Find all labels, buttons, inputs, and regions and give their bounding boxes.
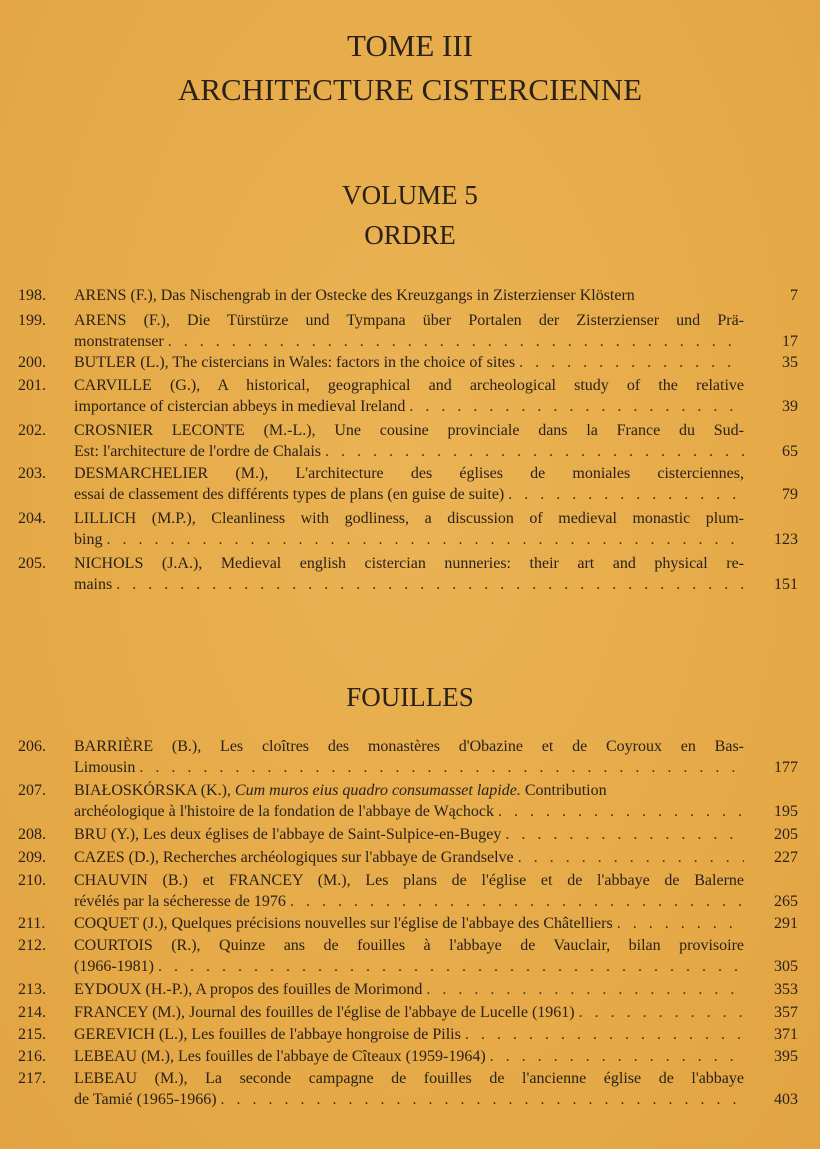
tome-heading: TOME III [347, 28, 473, 63]
entry-number: 207. [18, 782, 46, 799]
entry-title-line: LEBEAU (M.), Les fouilles de l'abbaye de Cîteaux (1959-1964) [74, 1048, 486, 1065]
entry-number: 211. [18, 915, 46, 932]
entry-italic-title: Cum muros eius quadro consumasset lapide. [234, 782, 521, 799]
entry-title-line: FRANCEY (M.), Journal des fouilles de l'église de l'abbaye de Lucelle (1961) [74, 1004, 575, 1021]
dot-leader [135, 759, 744, 776]
entry-title [74, 780, 744, 822]
entry-page-number: 205 [774, 826, 798, 843]
dot-leader [515, 354, 744, 371]
entry-number: 216. [18, 1048, 46, 1065]
entry-title [74, 870, 744, 912]
dot-leader [102, 531, 744, 548]
entry-page-number: 357 [774, 1004, 798, 1021]
entry-number: 214. [18, 1004, 46, 1021]
entry-title [74, 375, 744, 417]
entry-title-line: essai de classement des différents types de plans (en guise de suite) [74, 486, 505, 503]
entry-title [74, 847, 744, 868]
entry-page-number: 227 [774, 849, 798, 866]
entry-title-line: CAZES (D.), Recherches archéologiques sur l'abbaye de Grandselve [74, 849, 514, 866]
entry-title [74, 1002, 744, 1023]
entry-number: 203. [18, 465, 46, 482]
entry-page-number: 395 [774, 1048, 798, 1065]
entry-page-number: 177 [774, 759, 798, 776]
entry-page-number: 151 [774, 576, 798, 593]
entry-title-line: EYDOUX (H.-P.), A propos des fouilles de Morimond [74, 981, 423, 998]
dot-leader [613, 915, 744, 932]
entry-title-line: monstratenser [74, 333, 164, 350]
entry-title [74, 1046, 744, 1067]
entry-title-line: Limousin [74, 759, 136, 776]
entry-title-line: (1966-1981) [74, 958, 154, 975]
entry-title-line: BRU (Y.), Les deux églises de l'abbaye de Saint-Sulpice-en-Bugey [74, 826, 502, 843]
dot-leader [164, 333, 744, 350]
entry-title-line: révélés par la sécheresse de 1976 [74, 893, 286, 910]
entry-title-line: ARENS (F.), Das Nischengrab in der Ostecke des Kreuzgangs in Zisterzienser Klöstern [74, 287, 635, 304]
section-heading-fouilles: FOUILLES [346, 682, 474, 712]
entry-title [74, 508, 744, 550]
dot-leader [154, 958, 744, 975]
entry-title-line: Est: l'architecture de l'ordre de Chalais [74, 443, 321, 460]
entry-title-line: LEBEAU (M.), La seconde campagne de fouilles de l'ancienne église de l'abbaye [74, 1070, 744, 1087]
entry-page-number: 65 [782, 443, 798, 460]
entry-number: 199. [18, 312, 46, 329]
entry-number: 212. [18, 937, 46, 954]
entry-title [74, 463, 744, 505]
entry-title-line: COQUET (J.), Quelques précisions nouvelles sur l'église de l'abbaye des Châtelliers [74, 915, 613, 932]
entry-title-line: COURTOIS (R.), Quinze ans de fouilles à l'abbaye de Vauclair, bilan provisoire [74, 937, 744, 954]
entry-title-line: NICHOLS (J.A.), Medieval english cistercian nunneries: their art and physical re- [74, 555, 744, 572]
entry-title-line: BIAŁOSKÓRSKA (K.), [74, 782, 235, 799]
entry-page-number: 35 [782, 354, 798, 371]
entry-page-number: 195 [774, 803, 798, 820]
entry-title-line: CHAUVIN (B.) et FRANCEY (M.), Les plans de l'église et de l'abbaye de Balerne [74, 872, 744, 889]
entry-title-line: importance of cistercian abbeys in medieval Ireland [74, 398, 406, 415]
entry-title-line: LILLICH (M.P.), Cleanliness with godliness, a discussion of medieval monastic plum- [74, 510, 744, 527]
entry-title [74, 420, 744, 462]
entry-number: 213. [18, 981, 46, 998]
volume-heading: VOLUME 5 [342, 180, 478, 210]
entry-number: 204. [18, 510, 46, 527]
entry-page-number: 79 [782, 486, 798, 503]
entry-title [74, 736, 744, 778]
entry-title-line: bing [74, 531, 103, 548]
entry-title-line: CROSNIER LECONTE (M.-L.), Une cousine provinciale dans la France du Sud- [74, 422, 744, 439]
entry-title [74, 935, 744, 977]
entry-title [74, 1024, 744, 1045]
entry-page-number: 17 [782, 333, 798, 350]
entry-page-number: 403 [774, 1091, 798, 1108]
entry-number: 217. [18, 1070, 46, 1087]
tome-subtitle: ARCHITECTURE CISTERCIENNE [177, 72, 643, 107]
dot-leader [575, 1004, 744, 1021]
dot-leader [486, 1048, 744, 1065]
entry-title-line: Contribution [520, 782, 607, 799]
dot-leader [501, 826, 744, 843]
entry-title-line: mains [74, 576, 113, 593]
dot-leader [514, 849, 744, 866]
entry-page-number: 265 [774, 893, 798, 910]
entry-title [74, 824, 744, 845]
entry-page-number: 123 [774, 531, 798, 548]
entry-title-line: DESMARCHELIER (M.), L'architecture des églises de moniales cisterciennes, [74, 465, 744, 482]
dot-leader [321, 443, 744, 460]
section-heading-ordre: ORDRE [364, 220, 456, 250]
dot-leader [405, 398, 744, 415]
entry-page-number: 371 [774, 1026, 798, 1043]
dot-leader [461, 1026, 744, 1043]
entry-title [74, 1068, 744, 1110]
dot-leader [494, 803, 744, 820]
entry-number: 209. [18, 849, 46, 866]
dot-leader [217, 1091, 744, 1108]
entry-title [74, 553, 744, 595]
dot-leader [112, 576, 744, 593]
entry-number: 201. [18, 377, 46, 394]
entry-number: 206. [18, 738, 46, 755]
entry-title-line: archéologique à l'histoire de la fondation de l'abbaye de Wąchock [74, 803, 494, 820]
entry-title-line: de Tamié (1965-1966) [74, 1091, 217, 1108]
entry-number: 215. [18, 1026, 46, 1043]
entry-page-number: 291 [774, 915, 798, 932]
entry-title [74, 913, 744, 934]
entry-title-line: CARVILLE (G.), A historical, geographical and archeological study of the relative [74, 377, 744, 394]
entry-title-line: BARRIÈRE (B.), Les cloîtres des monastères d'Obazine et de Coyroux en Bas- [74, 738, 744, 755]
entry-title-line: ARENS (F.), Die Türstürze und Tympana über Portalen der Zisterzienser und Prä- [74, 312, 744, 329]
entry-number: 210. [18, 872, 46, 889]
entry-page-number: 39 [782, 398, 798, 415]
entry-title [74, 352, 744, 373]
dot-leader [504, 486, 744, 503]
entry-page-number: 7 [790, 287, 798, 304]
entry-number: 208. [18, 826, 46, 843]
entry-number: 205. [18, 555, 46, 572]
entry-title-line: BUTLER (L.), The cistercians in Wales: factors in the choice of sites [74, 354, 516, 371]
entry-number: 198. [18, 287, 46, 304]
entry-number: 200. [18, 354, 46, 371]
entry-page-number: 305 [774, 958, 798, 975]
entry-title-line: GEREVICH (L.), Les fouilles de l'abbaye hongroise de Pilis [74, 1026, 461, 1043]
entry-title [74, 979, 744, 1000]
entry-number: 202. [18, 422, 46, 439]
dot-leader [286, 893, 744, 910]
entry-title [74, 285, 744, 306]
entry-page-number: 353 [774, 981, 798, 998]
entry-title [74, 310, 744, 352]
dot-leader [422, 981, 744, 998]
